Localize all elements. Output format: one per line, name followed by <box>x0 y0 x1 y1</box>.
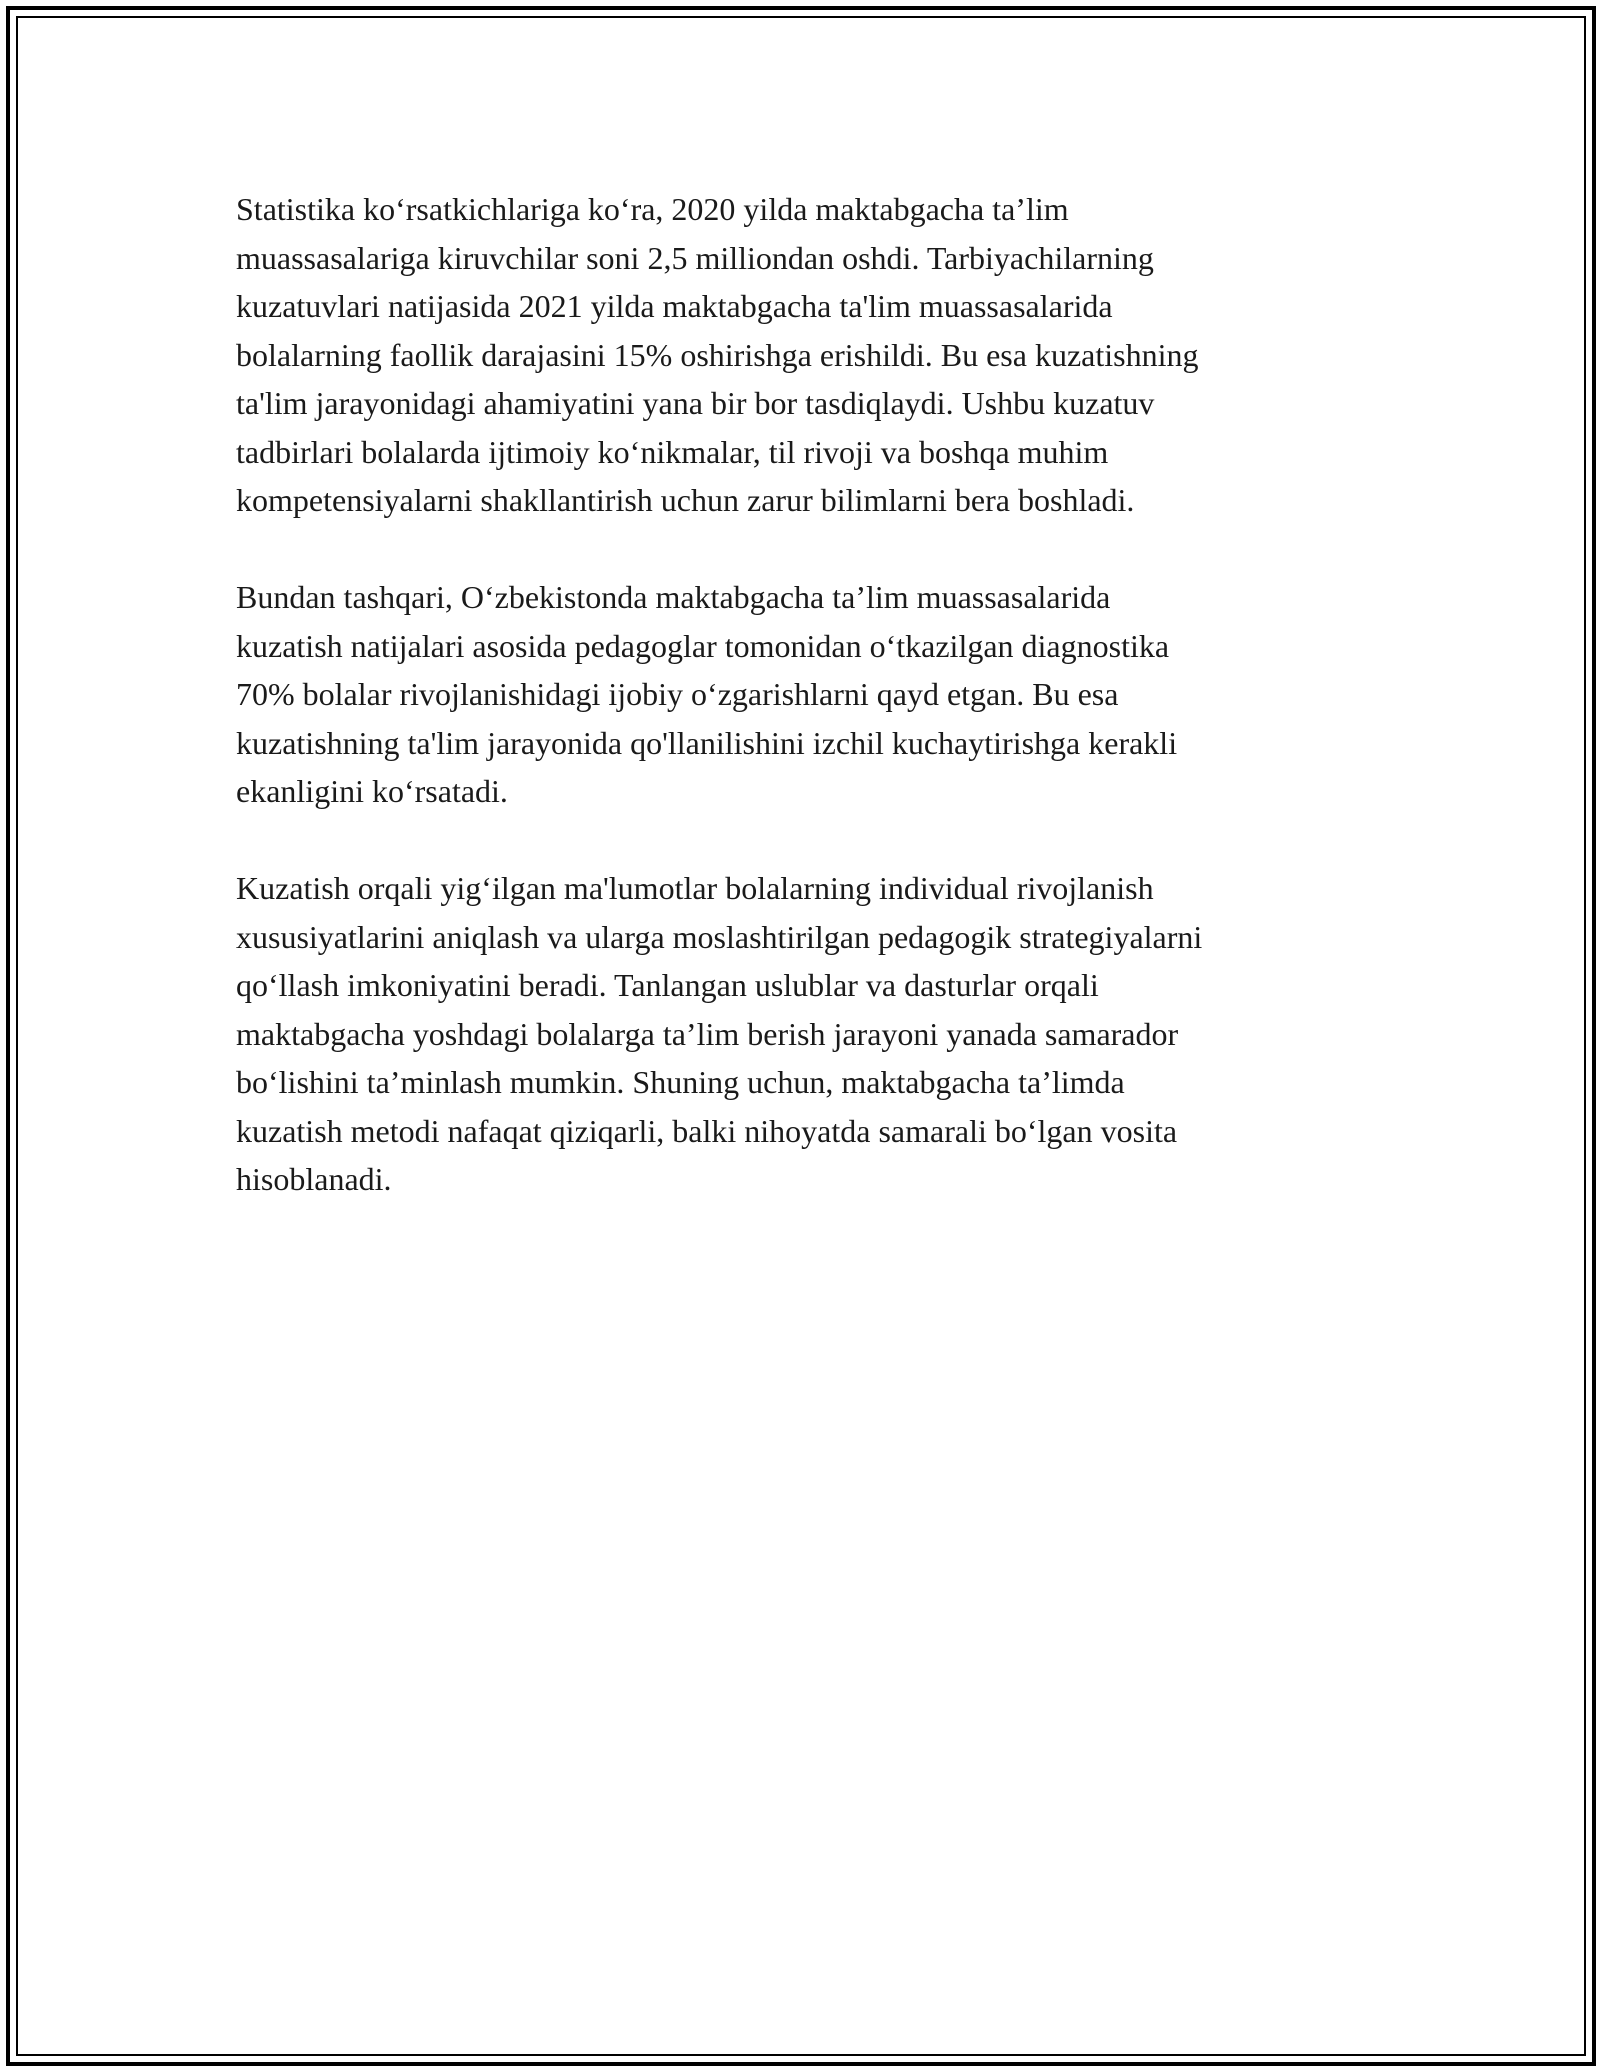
text-line: bolalarning faollik darajasini 15% oshirishga erishildi. Bu esa kuzatishning <box>236 336 1199 373</box>
paragraph-diagnostics <box>236 573 1376 816</box>
text-line: ekanligini ko‘rsatadi. <box>236 773 508 809</box>
text-line: kompetensiyalarni shakllantirish uchun zarur bilimlarni bera boshladi. <box>236 482 1135 518</box>
text-line: kuzatish metodi nafaqat qiziqarli, balki nihoyatda samarali bo‘lgan vosita <box>236 1112 1178 1149</box>
text-line: kuzatish natijalari asosida pedagoglar tomonidan o‘tkazilgan diagnostika <box>236 627 1170 664</box>
paragraph-observation-data <box>236 864 1376 1204</box>
text-line: Kuzatish orqali yig‘ilgan ma'lumotlar bolalarning individual rivojlanish <box>236 870 1154 906</box>
text-line: maktabgacha yoshdagi bolalarga ta’lim berish jarayoni yanada samarador <box>236 1015 1179 1052</box>
text-line: kuzatuvlari natijasida 2021 yilda maktabgacha ta'lim muassasalarida <box>236 288 1113 324</box>
text-line: 70% bolalar rivojlanishidagi ijobiy o‘zgarishlarni qayd etgan. Bu esa <box>236 676 1119 712</box>
text-line: tadbirlari bolalarda ijtimoiy ko‘nikmalar, til rivoji va boshqa muhim <box>236 433 1109 470</box>
text-line: hisoblanadi. <box>236 1161 392 1197</box>
document-body <box>236 185 1376 1252</box>
paragraph-statistics <box>236 185 1376 525</box>
text-line: Statistika ko‘rsatkichlariga ko‘ra, 2020 yilda maktabgacha ta’lim <box>236 191 1069 227</box>
text-line: qo‘llash imkoniyatini beradi. Tanlangan uslublar va dasturlar orqali <box>236 967 1099 1003</box>
text-line: kuzatishning ta'lim jarayonida qo'llanilishini izchil kuchaytirishga kerakli <box>236 724 1178 761</box>
text-line: ta'lim jarayonidagi ahamiyatini yana bir bor tasdiqlaydi. Ushbu kuzatuv <box>236 385 1155 421</box>
text-line: muassasalariga kiruvchilar soni 2,5 milliondan oshdi. Tarbiyachilarning <box>236 239 1154 276</box>
text-line: Bundan tashqari, O‘zbekistonda maktabgacha ta’lim muassasalarida <box>236 579 1111 615</box>
text-line: bo‘lishini ta’minlash mumkin. Shuning uchun, maktabgacha ta’limda <box>236 1064 1125 1100</box>
text-line: xususiyatlarini aniqlash va ularga moslashtirilgan pedagogik strategiyalarni <box>236 918 1203 955</box>
